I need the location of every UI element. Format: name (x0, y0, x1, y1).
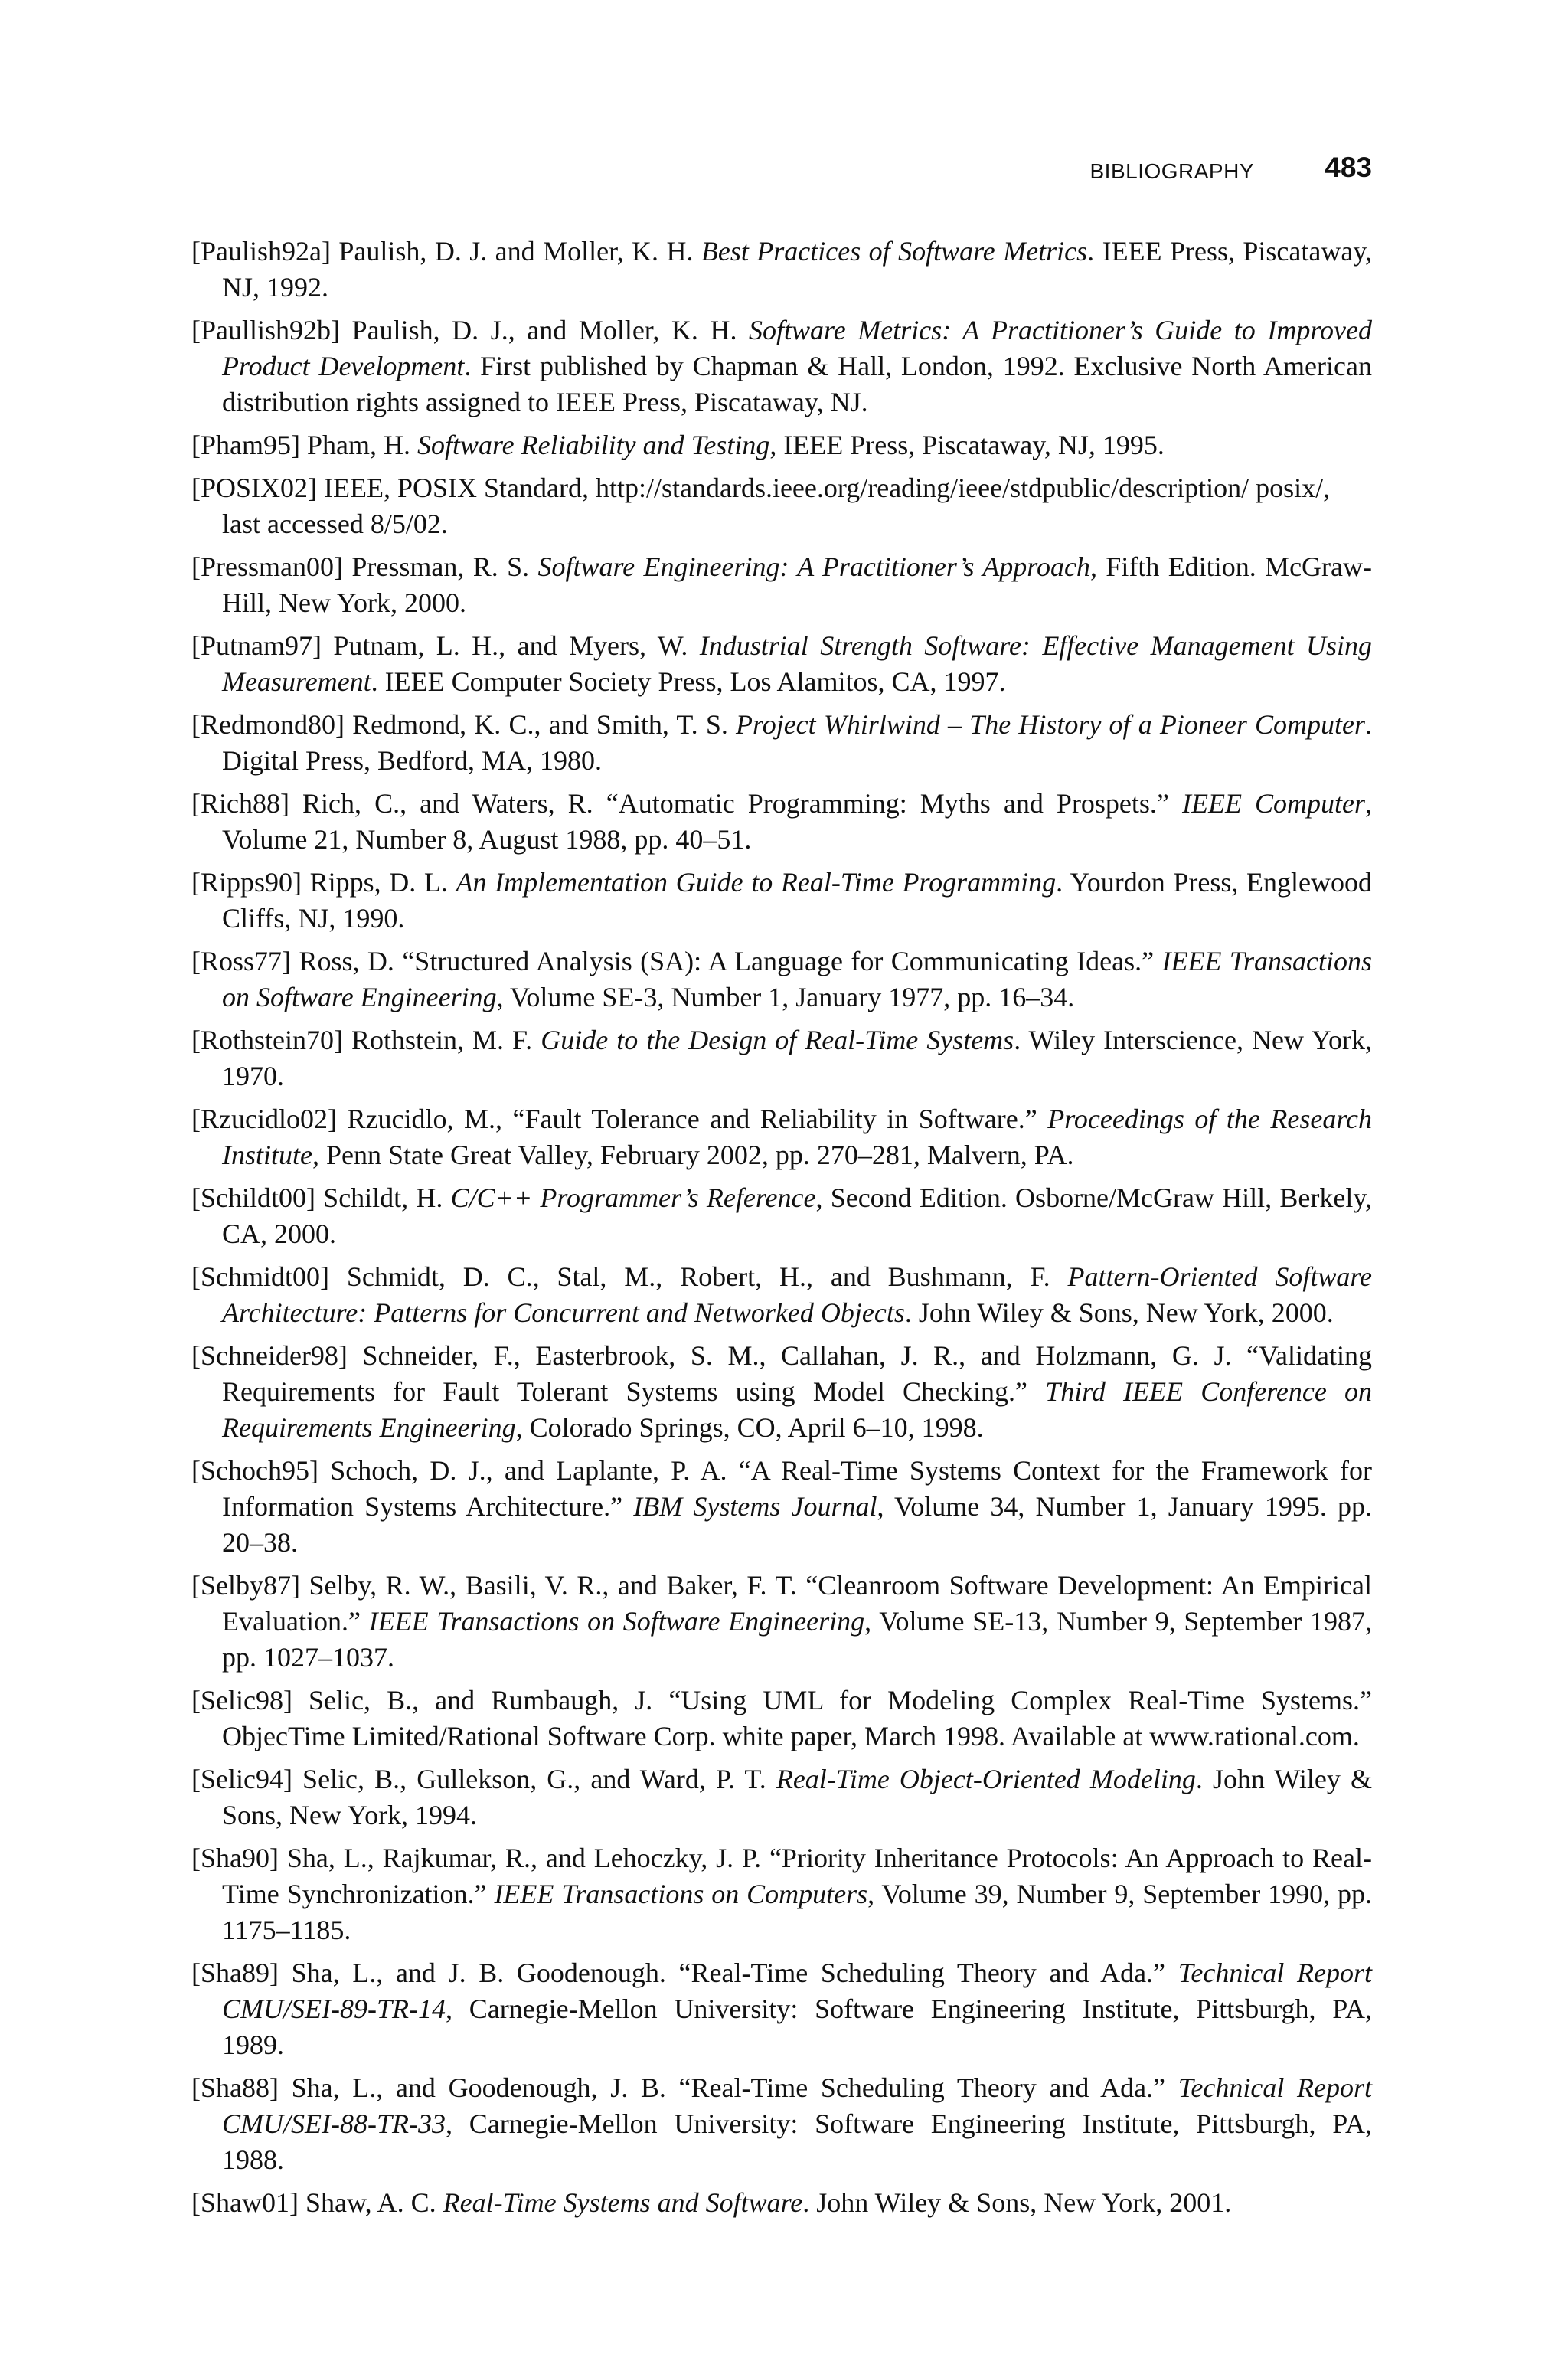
reference-list (191, 234, 1372, 2228)
reference-text: Ripps, D. L. (302, 867, 456, 898)
reference-entry (191, 944, 1372, 1016)
reference-entry (191, 1683, 1372, 1755)
reference-text: . First published by Chapman & Hall, London, 1992. Exclusive North American distribution rights assigned to IEEE Press, Piscataway, NJ. (222, 351, 1372, 417)
reference-title: IBM Systems Journal (633, 1491, 877, 1522)
reference-text: Selby, R. W., Basili, V. R., and Baker, F. T. “Cleanroom Software Development: An Empirical Evaluation.” (222, 1570, 1372, 1637)
reference-text: , IEEE Press, Piscataway, NJ, 1995. (769, 430, 1165, 460)
reference-text: , Volume 34, Number 1, January 1995. pp. 20–38. (222, 1491, 1373, 1558)
reference-entry (191, 1840, 1372, 1948)
reference-key: [Schmidt00] (191, 1261, 329, 1292)
reference-text: Paulish, D. J., and Moller, K. H. (340, 315, 750, 345)
reference-text: Schildt, H. (315, 1182, 451, 1213)
reference-entry (191, 2185, 1372, 2221)
reference-key: [Ross77] (191, 946, 292, 976)
reference-text: . IEEE Computer Society Press, Los Alamitos, CA, 1997. (371, 666, 1006, 697)
reference-text: Schmidt, D. C., Stal, M., Robert, H., and Bushmann, F. (328, 1261, 1068, 1292)
reference-text: Rich, C., and Waters, R. “Automatic Programming: Myths and Prospets.” (289, 788, 1182, 819)
reference-text: Selic, B., Gullekson, G., and Ward, P. T. (292, 1764, 776, 1794)
reference-key: [Pressman00] (191, 551, 343, 582)
reference-title: Technical Report CMU/SEI-89-TR-14 (222, 1958, 1372, 2024)
reference-entry (191, 234, 1372, 306)
reference-text: , Volume 39, Number 9, September 1990, pp. 1175–1185. (222, 1879, 1373, 1945)
reference-title: Real-Time Object-Oriented Modeling (776, 1764, 1196, 1794)
reference-text: . Yourdon Press, Englewood Cliffs, NJ, 1990. (222, 867, 1372, 934)
reference-entry (191, 1180, 1372, 1252)
reference-text: Redmond, K. C., and Smith, T. S. (344, 709, 737, 740)
reference-title: IEEE Computer (1181, 788, 1365, 819)
running-head (191, 152, 1372, 195)
reference-key: [Rzucidlo02] (191, 1104, 337, 1134)
reference-title: IEEE Transactions on Software Engineering (222, 946, 1372, 1012)
reference-text: Selic, B., and Rumbaugh, J. “Using UML for Modeling Complex Real-Time Systems.” ObjecTime Limited/Rational Software Corp. white paper, March 1998. Available at www.rational.com. (222, 1685, 1372, 1751)
reference-entry (191, 707, 1372, 779)
reference-key: [Putnam97] (191, 630, 322, 661)
reference-title: Technical Report CMU/SEI-88-TR-33 (222, 2072, 1372, 2139)
reference-text: , Fifth Edition. McGraw-Hill, New York, 2000. (222, 551, 1372, 618)
reference-title: IEEE Transactions on Computers (494, 1879, 868, 1909)
reference-text: , Volume SE-3, Number 1, January 1977, pp. 16–34. (496, 982, 1075, 1012)
reference-key: [Rothstein70] (191, 1025, 343, 1055)
reference-title: An Implementation Guide to Real-Time Programming (456, 867, 1057, 898)
reference-text: Sha, L., and Goodenough, J. B. “Real-Time Scheduling Theory and Ada.” (278, 2072, 1178, 2103)
reference-title: Real-Time Systems and Software (443, 2187, 803, 2218)
reference-key: [Ripps90] (191, 867, 302, 898)
reference-text: . John Wiley & Sons, New York, 1994. (222, 1764, 1372, 1830)
reference-text: Rothstein, M. F. (342, 1025, 541, 1055)
reference-text: , Colorado Springs, CO, April 6–10, 1998. (515, 1412, 984, 1443)
reference-text: . John Wiley & Sons, New York, 2001. (802, 2187, 1232, 2218)
reference-text: Schoch, D. J., and Laplante, P. A. “A Real-Time Systems Context for the Framework for Information Systems Architecture.” (222, 1455, 1372, 1522)
reference-entry (191, 628, 1372, 700)
reference-key: [Paulish92a] (191, 236, 331, 267)
reference-entry (191, 470, 1372, 542)
reference-entry (191, 1955, 1372, 2063)
reference-entry (191, 1338, 1372, 1446)
reference-title: C/C++ Programmer’s Reference (450, 1182, 816, 1213)
reference-entry (191, 1101, 1372, 1173)
reference-key: [Rich88] (191, 788, 289, 819)
reference-text: Paulish, D. J. and Moller, K. H. (330, 236, 701, 267)
reference-title: Pattern-Oriented Software Architecture: Patterns for Concurrent and Networked Objects (222, 1261, 1372, 1328)
reference-text: , Volume SE-13, Number 9, September 1987, pp. 1027–1037. (222, 1606, 1373, 1673)
reference-title: Guide to the Design of Real-Time Systems (541, 1025, 1014, 1055)
reference-text: Ross, D. “Structured Analysis (SA): A Language for Communicating Ideas.” (291, 946, 1162, 976)
reference-key: [Schneider98] (191, 1340, 348, 1371)
reference-text: , Carnegie-Mellon University: Software Engineering Institute, Pittsburgh, PA, 1988. (222, 2108, 1372, 2175)
reference-title: Proceedings of the Research Institute (222, 1104, 1373, 1170)
reference-text: Pressman, R. S. (342, 551, 538, 582)
reference-key: [POSIX02] (191, 473, 318, 503)
reference-text: Shaw, A. C. (298, 2187, 443, 2218)
reference-text: . Wiley Interscience, New York, 1970. (222, 1025, 1373, 1091)
reference-entry (191, 427, 1372, 463)
reference-key: [Sha90] (191, 1843, 279, 1873)
reference-key: [Sha89] (191, 1958, 279, 1988)
reference-entry (191, 1761, 1372, 1833)
reference-entry (191, 786, 1372, 858)
reference-key: [Redmond80] (191, 709, 345, 740)
reference-text: . John Wiley & Sons, New York, 2000. (904, 1297, 1334, 1328)
reference-entry (191, 865, 1372, 937)
reference-title: Software Engineering: A Practitioner’s Approach (537, 551, 1090, 582)
reference-entry (191, 2070, 1372, 2178)
reference-text: IEEE, POSIX Standard, http://standards.ieee.org/reading/ieee/stdpublic/description/ posix/, last accessed 8/5/02. (222, 473, 1331, 539)
reference-text: , Carnegie-Mellon University: Software Engineering Institute, Pittsburgh, PA, 1989. (222, 1994, 1372, 2060)
reference-entry (191, 1568, 1372, 1676)
reference-text: Schneider, F., Easterbrook, S. M., Callahan, J. R., and Holzmann, G. J. “Validating Requirements for Fault Tolerant Systems using Model Checking.” (222, 1340, 1372, 1407)
reference-text: Rzucidlo, M., “Fault Tolerance and Reliability in Software.” (336, 1104, 1048, 1134)
reference-text: , Volume 21, Number 8, August 1988, pp. 40–51. (222, 788, 1372, 855)
reference-key: [Selic98] (191, 1685, 292, 1715)
section-title: BIBLIOGRAPHY (1089, 159, 1254, 183)
reference-entry (191, 1453, 1372, 1561)
reference-text: Sha, L., and J. B. Goodenough. “Real-Time Scheduling Theory and Ada.” (278, 1958, 1178, 1988)
reference-text: , Second Edition. Osborne/McGraw Hill, Berkely, CA, 2000. (222, 1182, 1372, 1249)
reference-text: Putnam, L. H., and Myers, W. (321, 630, 700, 661)
reference-entry (191, 1022, 1372, 1094)
reference-entry (191, 312, 1372, 420)
reference-text: Sha, L., Rajkumar, R., and Lehoczky, J. P. “Priority Inheritance Protocols: An Approach to Real-Time Synchronization.” (222, 1843, 1372, 1909)
reference-text: , Penn State Great Valley, February 2002, pp. 270–281, Malvern, PA. (312, 1140, 1074, 1170)
reference-title: Third IEEE Conference on Requirements Engineering (222, 1376, 1372, 1443)
reference-entry (191, 1259, 1372, 1331)
reference-key: [Schildt00] (191, 1182, 315, 1213)
reference-key: [Selic94] (191, 1764, 292, 1794)
reference-title: Project Whirlwind – The History of a Pioneer Computer (736, 709, 1365, 740)
reference-key: [Schoch95] (191, 1455, 318, 1486)
reference-key: [Shaw01] (191, 2187, 299, 2218)
reference-text: Pham, H. (299, 430, 417, 460)
reference-title: Best Practices of Software Metrics (701, 236, 1088, 267)
reference-key: [Pham95] (191, 430, 300, 460)
page-number: 483 (1325, 152, 1372, 183)
reference-key: [Sha88] (191, 2072, 279, 2103)
reference-text: . IEEE Press, Piscataway, NJ, 1992. (222, 236, 1372, 303)
reference-title: IEEE Transactions on Software Engineering (368, 1606, 865, 1637)
reference-title: Software Metrics: A Practitioner’s Guide to Improved Product Development (222, 315, 1372, 381)
reference-title: Software Reliability and Testing (416, 430, 770, 460)
reference-text: . Digital Press, Bedford, MA, 1980. (222, 709, 1372, 776)
reference-entry (191, 549, 1372, 621)
reference-title: Industrial Strength Software: Effective Management Using Measurement (222, 630, 1372, 697)
reference-key: [Selby87] (191, 1570, 300, 1601)
reference-key: [Paullish92b] (191, 315, 340, 345)
